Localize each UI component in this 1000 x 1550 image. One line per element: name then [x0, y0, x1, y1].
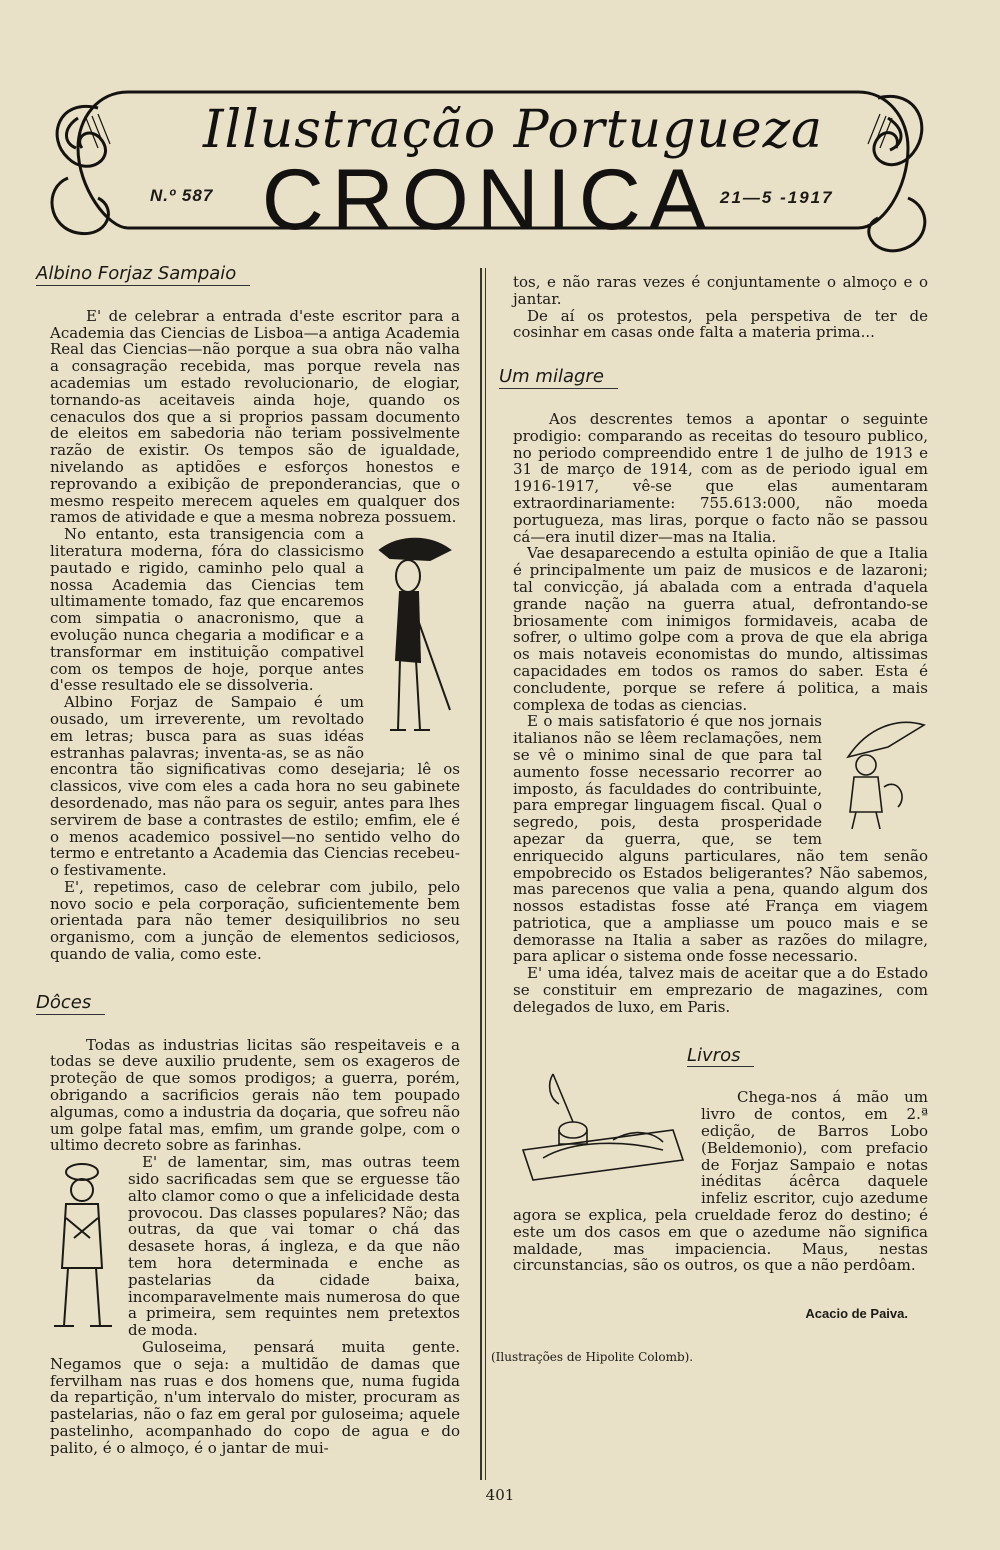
paragraph: E' de lamentar, sim, mas outras teem sido sacrificadas sem que se erguesse tão alto clamor como o que a infelicidade desta provocou. Das classes populares? Não; das outras, da que vai tomar o chá das desasete horas, á ingleza, e da que não tem hora determinada e enche as pastelarias da cidade baixa, incomparavelmente mais numerosa do que a primeira, sem requintes nem pretextos de moda.: [128, 1153, 460, 1340]
paragraph: Aos descrentes temos a apontar o seguinte prodigio: comparando as receitas do tesouro publico, no periodo compreendido entre 1 de julho de 1913 e 31 de março de 1914, com as de periodo igual em 1916-1917, vê-se que elas aumentaram extraordinariamente: 755.613:000, não moeda portugueza, mas liras, porque o facto não se passou cá—era inutil dizer—mas na Italia.: [513, 409, 928, 546]
paragraph: Albino Forjaz de Sampaio é um ousado, um irreverente, um revoltado em letras; busca para as suas idéas estranhas palavras; inventa-as, se as não encontra tão significativas como desejaria; lê os classicos, vive com eles a cada hora no seu gabinete desordenado, mas não para os seguir, antes para lhes servirem de base a contrastes de estilo; emfim, ele é o menos academico possivel—no sentido velho do termo e entretanto a Academia das Ciencias recebeu-o festivamente.: [50, 693, 460, 880]
gnome-illustration: [828, 717, 928, 837]
column-divider: [480, 268, 482, 1480]
column-divider-thin: [485, 268, 486, 1480]
paragraph: De aí os protestos, pela perspetiva de ter de cosinhar em casas onde falta a materia prima...: [513, 306, 928, 342]
paragraph: Guloseima, pensará muita gente. Negamos que o seja: a multidão de damas que fervilham nas ruas e dos homens que, numa fugida da repartição, n'um intervalo do mister, procuram as pastelarias, não o faz em geral por guloseima; aquele pastelinho, acompanhado do copo de agua e do palito, é o almoço, é o jantar de mui-: [50, 1338, 460, 1457]
caricature-illustration: [370, 530, 460, 750]
illustration-credit: (Ilustrações de Hipolite Colomb).: [491, 1350, 694, 1365]
masthead: [38, 78, 938, 268]
pastry-cook-illustration: [50, 1158, 120, 1338]
page-number: 401: [485, 1486, 515, 1504]
paragraph: E', repetimos, caso de celebrar com jubilo, pelo novo socio e pela corporação, suficientemente bem orientada para não temer desiquilibrios no seu organismo, com a junção de elementos sediciosos, quando de valia, como este.: [50, 877, 460, 964]
paragraph: Chega-nos á mão um livro de contos, em 2.ª edição, de Barros Lobo (Beldemonio), com prefacio de Forjaz Sampaio e notas inéditas ácêrca daquele infeliz escritor, cujo azedume agora se explica, pela crueldade feroz do destino; é este um dos casos em que o azedume não significa maldade, mas impaciencia. Maus, nestas circunstancias, são os outros, os que a não perdôam.: [513, 1088, 928, 1275]
paragraph: No entanto, esta transigencia com a literatura moderna, fóra do classicismo pautado e rigido, caminho pelo qual a nossa Academia das Ciencias tem ultimamente tomado, faz que encaremos com simpatia o anacronismo, que a evolução nunca chegaria a modificar e a transformar em instituição compativel com os tempos de hoje, porque antes d'esse resultado ele se dissolveria.: [50, 525, 364, 695]
paragraph: E' uma idéa, talvez mais de aceitar que a do Estado se constituir em emprezario de magazines, com delegados de luxo, em Paris.: [513, 964, 928, 1016]
issue-number: N.º 587: [150, 186, 214, 205]
paragraph: E o mais satisfatorio é que nos jornais italianos não se lêem reclamações, nem se vê o minimo sinal de que para tal aumento fosse necessario recorrer ao imposto, ás faculdades do contribuinte, para empregar linguagem fiscal. Qual o segredo, pois, desta prosperidade apezar da guerra, que, se tem enriquecido alguns particulares, não tem senão empobrecido os Estados beligerantes? Não sabemos, mas parecenos que valia a pena, quando algum dos nossos estadistas fosse até França em viagem patriotica, que a ampliasse um pouco mais e se demorasse na Italia a saber as razões do milagre, para aplicar o sistema onde fosse necessario.: [513, 712, 928, 966]
inkwell-quill-illustration: [513, 1070, 693, 1190]
script-masthead-title: Illustração Portugueza: [202, 100, 824, 160]
paragraph: Vae desaparecendo a estulta opinião de que a Italia é principalmente um paiz de musicos e de lazaroni; tal convicção, já abalada com a entrada d'aquela grande nação na guerra atual, defrontando-se briosamente com inimigos formidaveis, acaba de sofrer, o ultimo golpe com a prova de que ela abriga os mais notaveis economistas do mundo, altissimas capacidades em todos os ramos do saber. Esta é concludente, porque se refere á politica, a mais complexa de todas as ciencias.: [513, 544, 928, 714]
paragraph: E' de celebrar a entrada d'este escritor para a Academia das Ciencias de Lisboa—a antiga Academia Real das Ciencias—não porque a sua obra não valha a consagração recebida, mas porque revela nas academias um estado revolucionario, de elogiar, tornando-as aceitaveis ainda hoje, quando os cenaculos dos que a si proprios passam documento de eleitos em sabedoria não teriam possivelmente razão de existir. Os tempos são de igualdade, nivelando as aptidões e esforços honestos e reprovando a exibição de preponderancias, que o mesmo respeito merecem aqueles em qualquer dos ramos de atividade e que a mesma nobreza possuem.: [50, 306, 460, 527]
paragraph: tos, e não raras vezes é conjuntamente o almoço e o jantar.: [513, 273, 928, 308]
section-heading-milagre: Um milagre: [499, 369, 618, 389]
paragraph: Todas as industrias licitas são respeitaveis e a todas se deve auxilio prudente, sem os exageros de proteção de que somos prodigos; a guerra, porém, obrigando a sacrificios gerais não tem poupado algumas, como a industria da doçaria, que sofreu não um golpe fatal mas, emfim, um grande golpe, com o ultimo decreto sobre as farinhas.: [50, 1035, 460, 1155]
author-signature: Acacio de Paiva.: [805, 1306, 908, 1322]
right-column: [491, 273, 928, 1366]
section-title: CRONICA: [261, 152, 715, 248]
issue-date: 21—5 -1917: [720, 188, 834, 207]
section-heading-livros: Livros: [687, 1048, 754, 1068]
left-column: [36, 262, 460, 1457]
section-heading-doces: Dôces: [36, 995, 105, 1015]
section-heading-albino: Albino Forjaz Sampaio: [36, 266, 250, 286]
